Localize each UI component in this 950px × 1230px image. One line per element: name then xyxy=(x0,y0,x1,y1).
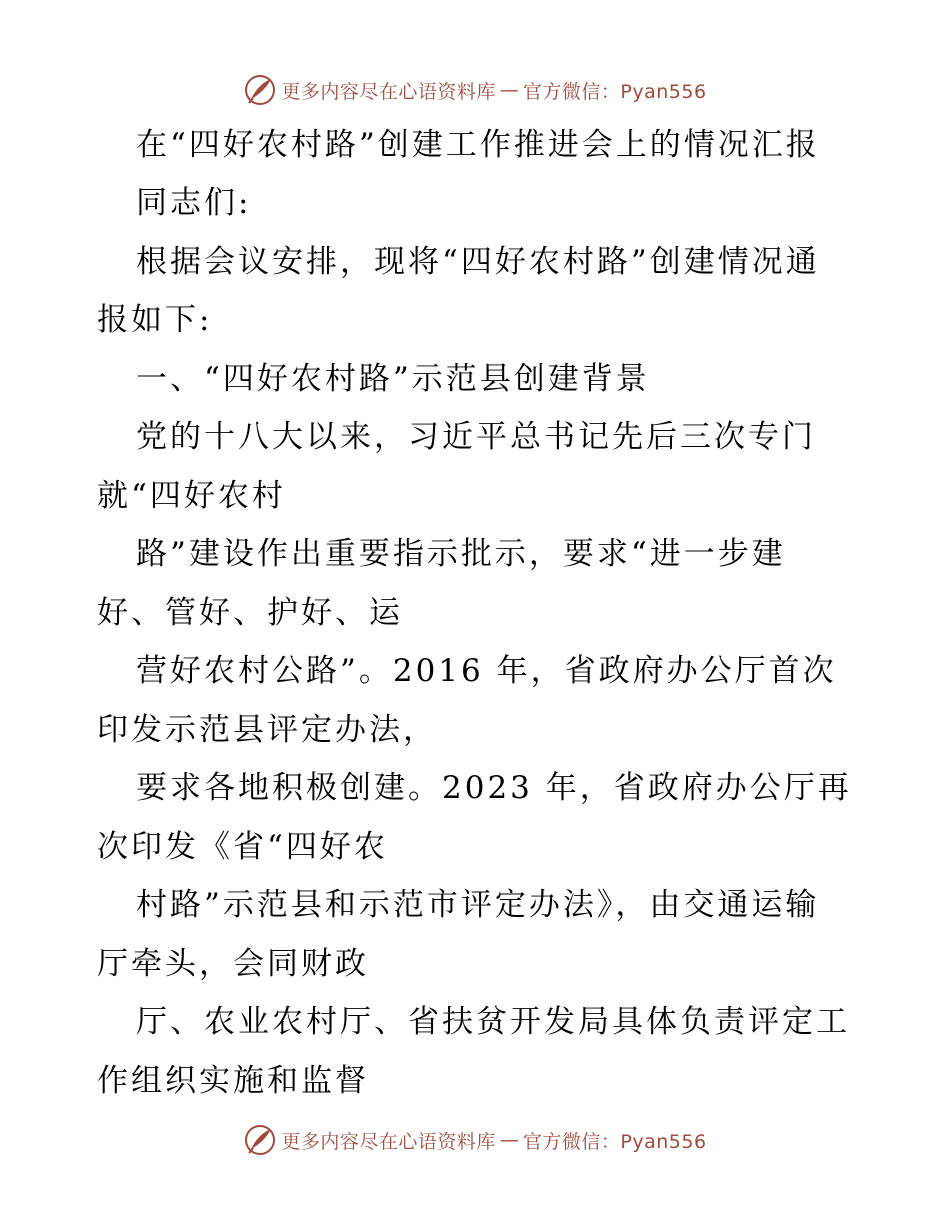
paragraph-line: 根据会议安排，现将“四好农村路”创建情况通 xyxy=(136,244,820,280)
paragraph-line: 党的十八大以来，习近平总书记先后三次专门 xyxy=(136,419,816,455)
footer-watermark xyxy=(0,1120,950,1160)
paragraph-line: 好、管好、护好、运 xyxy=(97,595,403,631)
watermark-text: 更多内容尽在心语资料库 xyxy=(281,80,496,103)
paragraph-line: 次印发《省“四好农 xyxy=(97,829,388,865)
watermark-separator: — xyxy=(499,79,519,101)
paragraph-line: 营好农村公路”。2016 年，省政府办公厅首次 xyxy=(136,653,837,689)
paragraph-line: 印发示范县评定办法， xyxy=(97,712,437,748)
paragraph-line: 要求各地积极创建。2023 年，省政府办公厅再 xyxy=(136,770,852,806)
paragraph-line: 厅牵头，会同财政 xyxy=(97,946,369,982)
watermark-official-account: 官方微信：Pyan556 xyxy=(522,80,707,103)
paragraph-line: 厅、农业农村厅、省扶贫开发局具体负责评定工 xyxy=(136,1004,850,1040)
watermark-text: 更多内容尽在心语资料库 xyxy=(281,1130,496,1153)
paragraph-line: 报如下: xyxy=(97,302,213,338)
paragraph-line: 就“四好农村 xyxy=(97,478,286,514)
salutation: 同志们: xyxy=(136,185,252,221)
watermark-official-account: 官方微信：Pyan556 xyxy=(522,1130,707,1153)
document-title: 在“四好农村路”创建工作推进会上的情况汇报 xyxy=(136,127,820,163)
section-heading: 一、“四好农村路”示范县创建背景 xyxy=(136,361,650,397)
watermark-separator: — xyxy=(499,1129,519,1151)
quill-logo-icon xyxy=(243,1123,277,1157)
paragraph-line: 村路”示范县和示范市评定办法》，由交通运输 xyxy=(136,887,820,923)
paragraph-line: 作组织实施和监督 xyxy=(97,1063,369,1099)
paragraph-line: 路”建设作出重要指示批示，要求“进一步建 xyxy=(136,536,786,572)
